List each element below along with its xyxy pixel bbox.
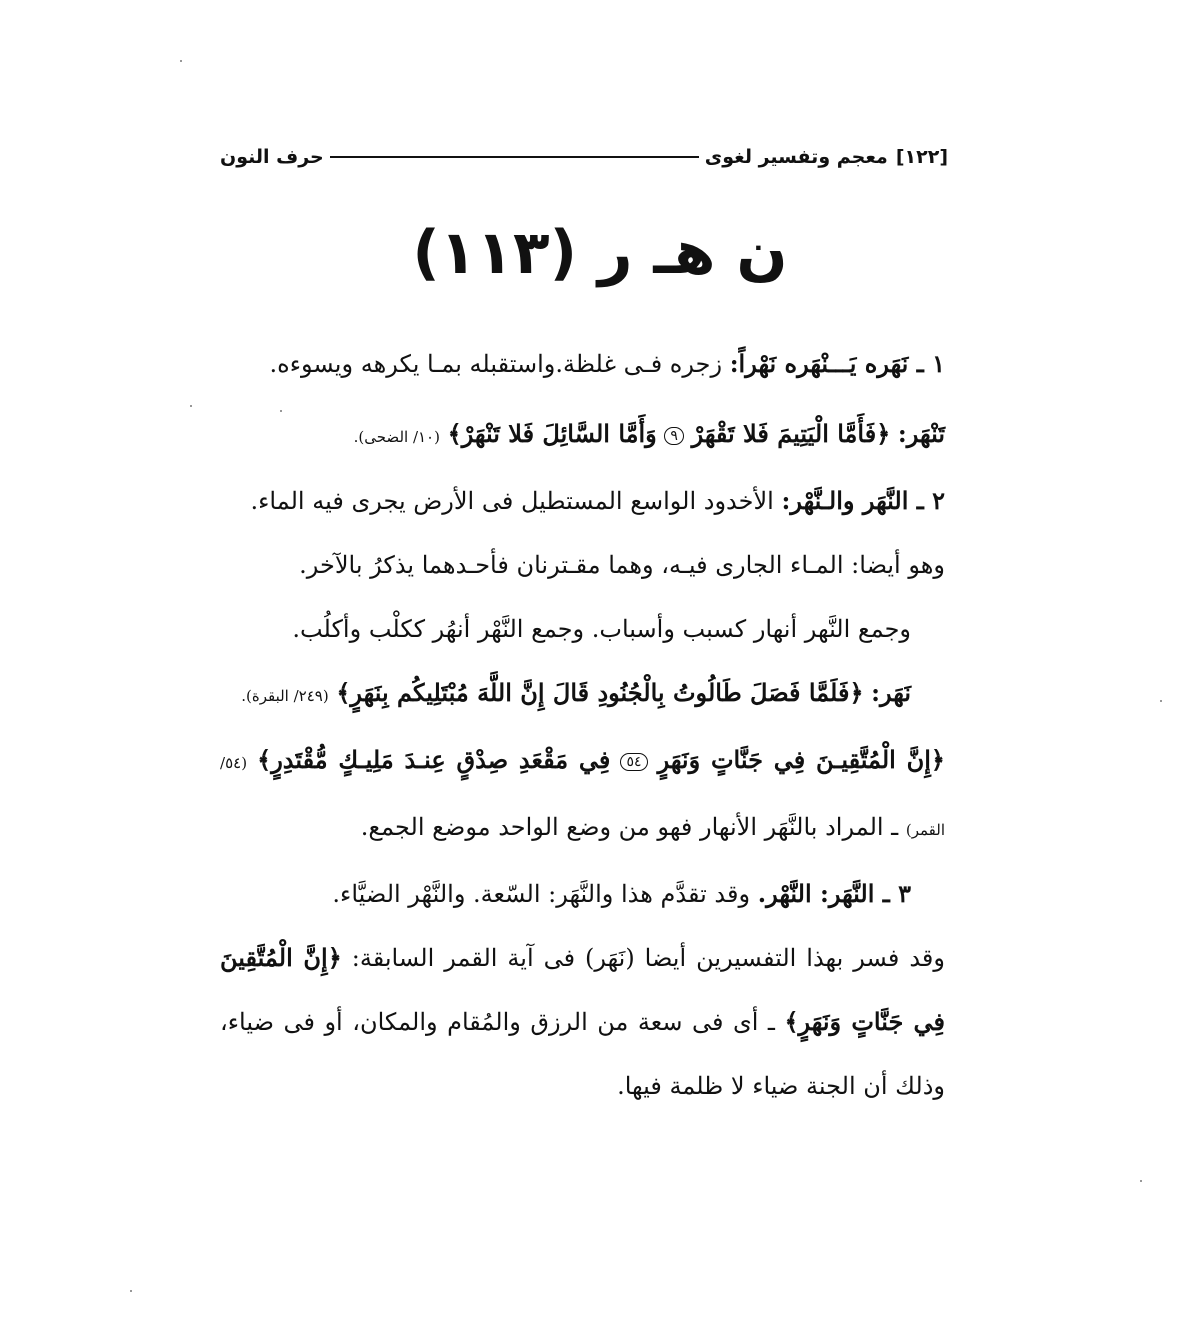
quote-duha: [220, 402, 945, 469]
scan-speck: [130, 1290, 132, 1292]
quote-duha-label: تَنْهَر:: [897, 419, 945, 448]
sense-3-text: وقد تقدَّم هذا والنَّهَر: السّعة. والنَّهْر الضيَّاء.: [332, 880, 751, 908]
quote-duha-verse-a: ﴿فَأَمَّا الْيَتِيمَ فَلا تَقْهَرْ: [691, 419, 891, 448]
paragraph-also: وهو أيضا: المـاء الجارى فيـه، وهما مقـترنان فأحـدهما يذكرُ بالآخر.: [299, 551, 945, 579]
quote-duha-verse-b: وَأَمَّا السَّائِلَ فَلا تَنْهَرْ﴾: [447, 419, 657, 448]
quote-qamar: [220, 728, 945, 862]
sense-2-label: ٢ ـ النَّهَر والـنَّهْر:: [781, 486, 945, 515]
book-title: معجم وتفسير لغوى: [704, 146, 888, 168]
final-quote: ﴿إِنَّ الْمُتَّقِينَ فِي جَنَّاتٍ وَنَهَرٍ﴾: [220, 943, 946, 1036]
sense-2: [220, 469, 945, 533]
scan-speck: [1160, 700, 1162, 702]
sense-1-text: زجره فـى غلظة.واستقبله بمـا يكرهه ويسوءه.: [269, 350, 723, 378]
quote-duha-ref: (١٠/ الضحى).: [353, 428, 440, 446]
sense-1-label: ١ ـ نَهَره يَـــنْهَره نَهْراً:: [729, 349, 945, 378]
chapter-name: حرف النون: [220, 146, 324, 168]
final-text-a: وقد فسر بهذا التفسيرين أيضا (نَهَر) فى آية القمر السابقة:: [351, 944, 945, 972]
quote-baqara: [220, 661, 945, 728]
running-header: [220, 142, 948, 172]
entry-title: ن هـ ر (١١٣): [412, 218, 788, 288]
scan-speck: [1140, 1180, 1142, 1182]
paragraph-plural: وجمع النَّهر أنهار كسبب وأسباب. وجمع النَّهْر أنهُر ككلْب وأكلُب.: [292, 615, 911, 643]
sense-3-label: ٣ ـ النَّهَر: النَّهْر.: [757, 879, 911, 908]
quote-baqara-verse: ﴿فَلَمَّا فَصَلَ طَالُوتُ بِالْجُنُودِ قَالَ إِنَّ اللَّهَ مُبْتَلِيكُم بِنَهَرٍ﴾: [336, 678, 864, 707]
paragraph-final: [220, 926, 945, 1118]
quote-qamar-verse-b: فِي مَقْعَدِ صِدْقٍ عِنـدَ مَلِيـكٍ مُّقْتَدِرٍ﴾: [257, 745, 611, 774]
sense-1: [220, 332, 945, 396]
quote-qamar-note: ـ المراد بالنَّهَر الأنهار فهو من وضع الواحد موضع الجمع.: [360, 813, 899, 841]
quote-baqara-ref: (٢٤٩/ البقرة).: [241, 687, 329, 705]
header-rule: [330, 156, 699, 158]
page-number: [١٢٢]: [895, 146, 948, 168]
quote-baqara-label: نَهَر:: [871, 678, 911, 707]
final-text-b: ـ أى فى سعة من الرزق والمُقام والمكان، أو فى ضياء، وذلك أن الجنة ضياء لا ظلمة فيها.: [220, 1008, 945, 1100]
entry-body: [220, 332, 945, 1118]
verse-number-mark: ٩: [664, 427, 684, 445]
sense-2-text: الأخدود الواسع المستطيل فى الأرض يجرى فيه الماء.: [250, 487, 774, 515]
quote-qamar-ref: (٥٤/ القمر): [220, 754, 945, 839]
scan-speck: [180, 60, 182, 62]
sense-3: [220, 862, 945, 926]
quote-qamar-verse-a: ﴿إِنَّ الْمُتَّقِيـنَ فِي جَنَّاتٍ وَنَهَرٍ: [657, 745, 945, 774]
verse-number-mark: ٥٤: [620, 753, 647, 771]
scan-speck: [190, 405, 192, 407]
